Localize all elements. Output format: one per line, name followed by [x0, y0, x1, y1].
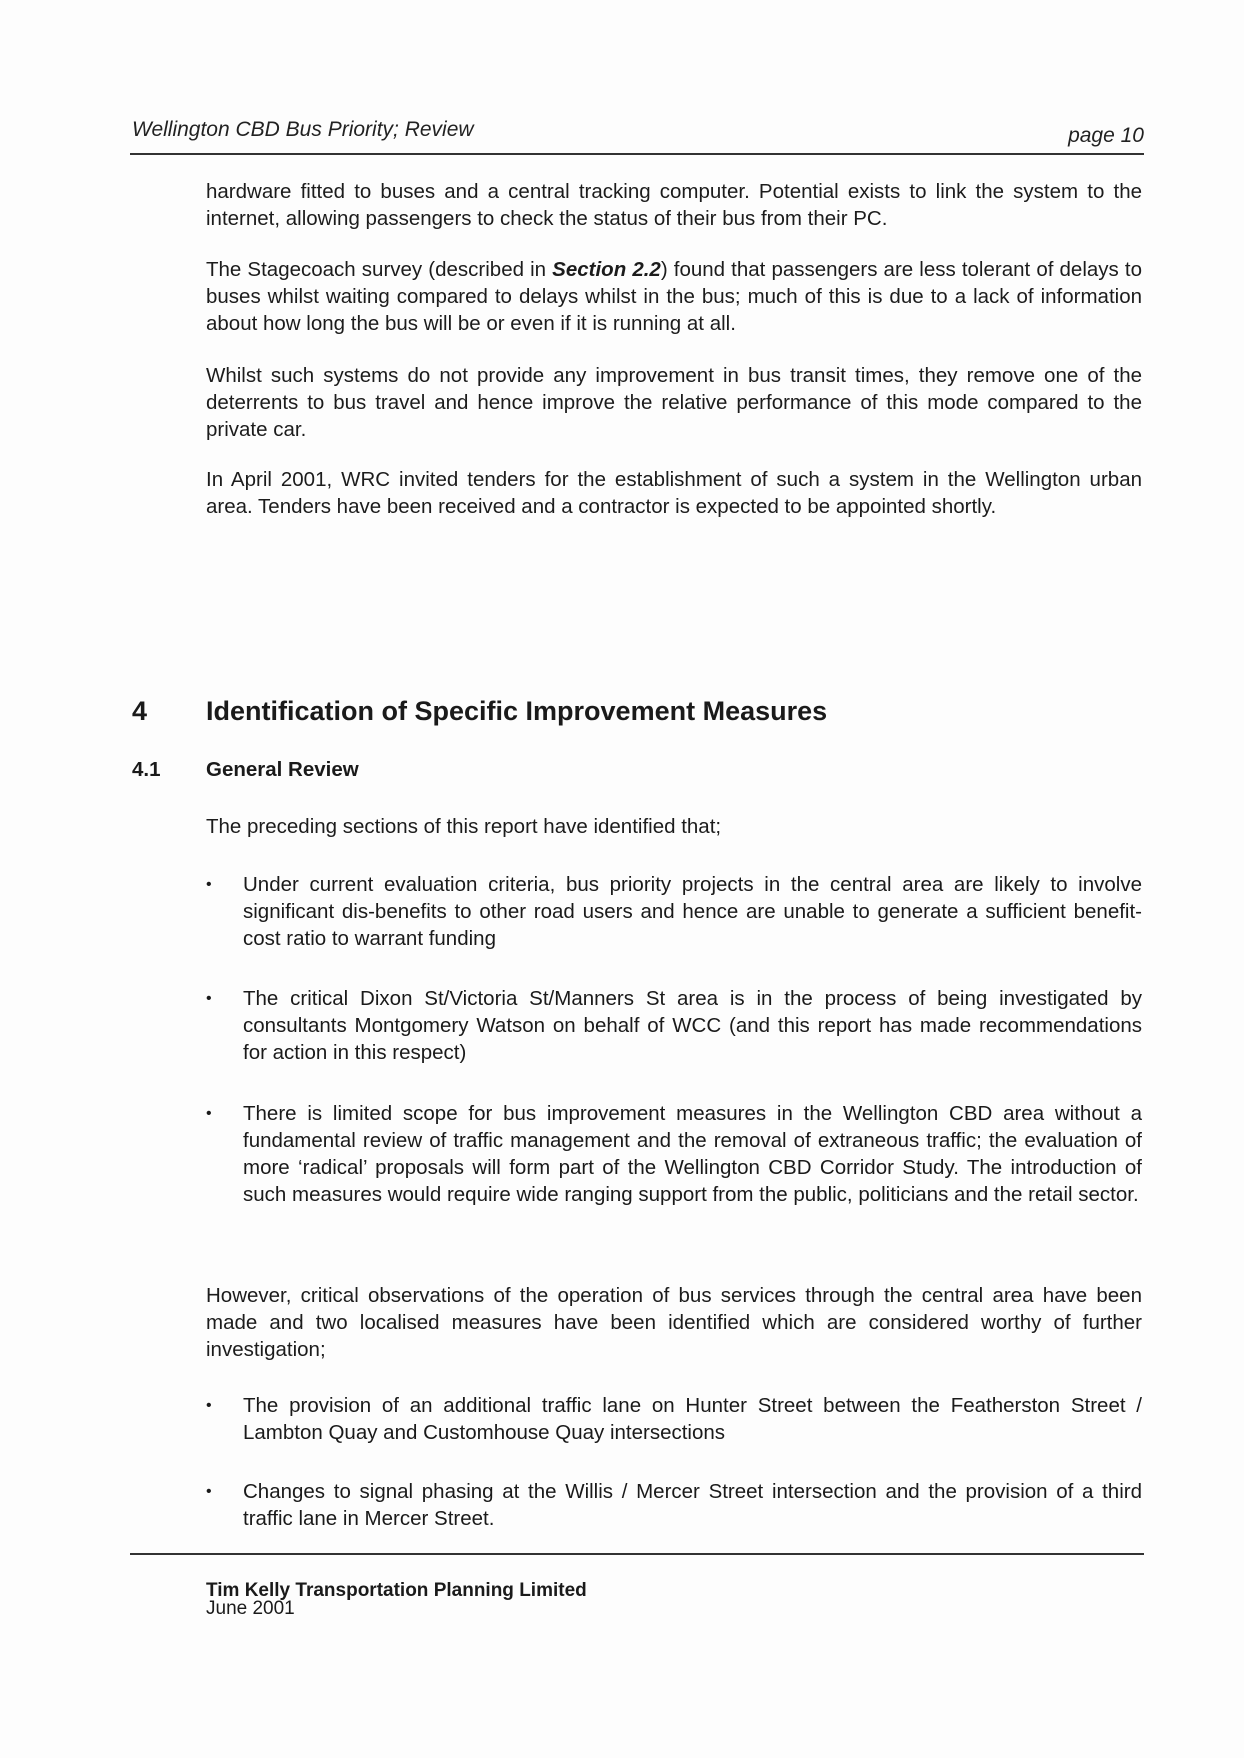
section-number: 4	[132, 696, 148, 726]
page-header	[132, 118, 1144, 154]
header-divider	[130, 153, 1144, 155]
document-title: Wellington CBD Bus Priority; Review	[132, 118, 474, 141]
bullet-icon: •	[206, 876, 212, 893]
footer-company: Tim Kelly Transportation Planning Limited	[206, 1580, 587, 1601]
subsection-title: General Review	[206, 758, 359, 781]
paragraph-tracking-system: hardware fitted to buses and a central tracking computer. Potential exists to link the system to the internet, allowing passengers to check the status of their bus from their PC.	[206, 180, 1142, 230]
footer-date: June 2001	[206, 1598, 295, 1619]
paragraph-stagecoach-survey: The Stagecoach survey (described in Section 2.2) found that passengers are less tolerant of delays to buses whilst waiting compared to delays whilst in the bus; much of this is due to a lack of information about how long the bus will be or even if it is running at all.	[206, 258, 1142, 335]
paragraph-deterrents: Whilst such systems do not provide any improvement in bus transit times, they remove one of the deterrents to bus travel and hence improve the relative performance of this mode compared to the private car.	[206, 364, 1142, 441]
list-item: • The provision of an additional traffic lane on Hunter Street between the Featherston Street / Lambton Quay and Customhouse Quay intersections	[206, 1394, 1142, 1444]
list-item: • Changes to signal phasing at the Willis / Mercer Street intersection and the provision of a third traffic lane in Mercer Street.	[206, 1480, 1142, 1530]
list-item: • Under current evaluation criteria, bus priority projects in the central area are likely to involve significant dis-benefits to other road users and hence are unable to generate a sufficient benefit-cost ratio to warrant funding	[206, 873, 1142, 950]
bullet-icon: •	[206, 1397, 212, 1414]
paragraph-intro: The preceding sections of this report have identified that;	[206, 815, 722, 838]
section-reference: Section 2.2	[552, 258, 661, 281]
paragraph-tenders: In April 2001, WRC invited tenders for the establishment of such a system in the Wellington urban area. Tenders have been received and a contractor is expected to be appointed shortly.	[206, 468, 1142, 518]
paragraph-however: However, critical observations of the operation of bus services through the central area have been made and two localised measures have been identified which are considered worthy of further investigation;	[206, 1284, 1142, 1361]
bullet-icon: •	[206, 1483, 212, 1500]
bullet-icon: •	[206, 1105, 212, 1122]
footer-divider	[130, 1553, 1144, 1555]
bullet-icon: •	[206, 990, 212, 1007]
section-title: Identification of Specific Improvement Measures	[206, 696, 828, 726]
list-item: • The critical Dixon St/Victoria St/Manners St area is in the process of being investigated by consultants Montgomery Watson on behalf of WCC (and this report has made recommendations for action in this respect)	[206, 987, 1142, 1064]
list-item: • There is limited scope for bus improvement measures in the Wellington CBD area without a fundamental review of traffic management and the removal of extraneous traffic; the evaluation of more ‘radical’ proposals will form part of the Wellington CBD Corridor Study. The introduction of such measures would require wide ranging support from the public, politicians and the retail sector.	[206, 1102, 1142, 1206]
page-number: page 10	[1068, 124, 1144, 147]
subsection-number: 4.1	[132, 758, 161, 781]
page-footer	[206, 1582, 587, 1618]
